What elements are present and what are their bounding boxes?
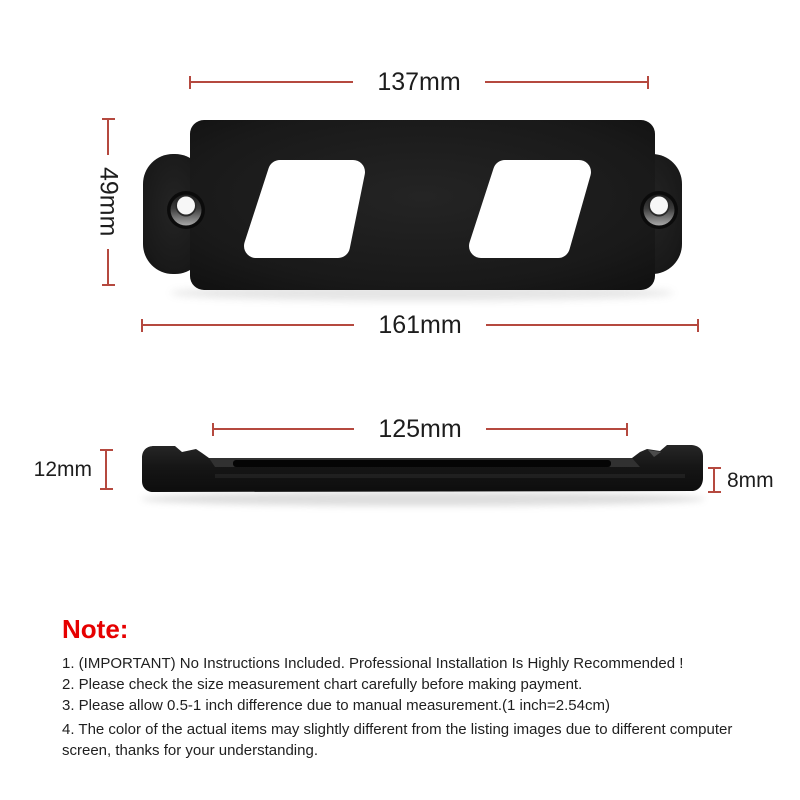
dimension-line [485, 81, 647, 83]
end-height-dimension [98, 449, 114, 490]
dimension-line [713, 469, 715, 491]
dimension-line [486, 428, 626, 430]
top-height-dimension [95, 118, 121, 286]
dimension-line [486, 324, 697, 326]
note-section [62, 615, 774, 761]
bar-height-dimension [706, 467, 722, 493]
side-view-shadow [141, 492, 705, 506]
left-mounting-hole [167, 191, 205, 229]
dimension-line [191, 81, 353, 83]
note-line: 2. Please check the size measurement chart carefully before making payment. [62, 676, 583, 693]
side-profile [142, 445, 703, 492]
note-line: 1. (IMPORTANT) No Instructions Included. Professional Installation Is Highly Recommended ! [62, 655, 684, 672]
dimension-tick [102, 284, 115, 286]
overall-width-dimension-label: 161mm [378, 310, 462, 339]
dimension-tick [697, 319, 699, 332]
right-mounting-hole [640, 191, 678, 229]
dimension-line [214, 428, 354, 430]
inner-width-dimension-label: 125mm [378, 414, 462, 443]
dimension-line [143, 324, 354, 326]
dimension-tick [708, 491, 721, 493]
side-sheen [215, 474, 685, 478]
top-width-dimension [189, 69, 649, 95]
note-line: screen, thanks for your understanding. [62, 742, 318, 759]
note-line: 4. The color of the actual items may slightly different from the listing images due to different computer [62, 721, 733, 738]
left-cutout [256, 172, 353, 246]
dimension-line [105, 451, 107, 488]
dimension-tick [626, 423, 628, 436]
top-height-dimension-label: 49mm [94, 167, 123, 237]
hole-center [650, 197, 668, 215]
side-recessed-slot [233, 460, 611, 467]
note-line: 3. Please allow 0.5-1 inch difference due to manual measurement.(1 inch=2.54cm) [62, 697, 610, 714]
top-width-dimension-label: 137mm [377, 67, 461, 96]
top-view-photo [128, 108, 702, 308]
side-view-photo [130, 438, 780, 516]
note-heading: Note: [62, 614, 129, 644]
dimension-tick [100, 488, 113, 490]
note-lines [62, 653, 774, 761]
hole-center [177, 197, 195, 215]
bar-height-dimension-label: 8mm [727, 469, 774, 492]
end-height-dimension-label: 12mm [33, 458, 92, 481]
overall-width-dimension [141, 312, 699, 338]
dimension-tick [647, 76, 649, 89]
right-cutout [481, 172, 579, 246]
dimension-line [107, 249, 109, 284]
dimension-line [107, 120, 109, 155]
